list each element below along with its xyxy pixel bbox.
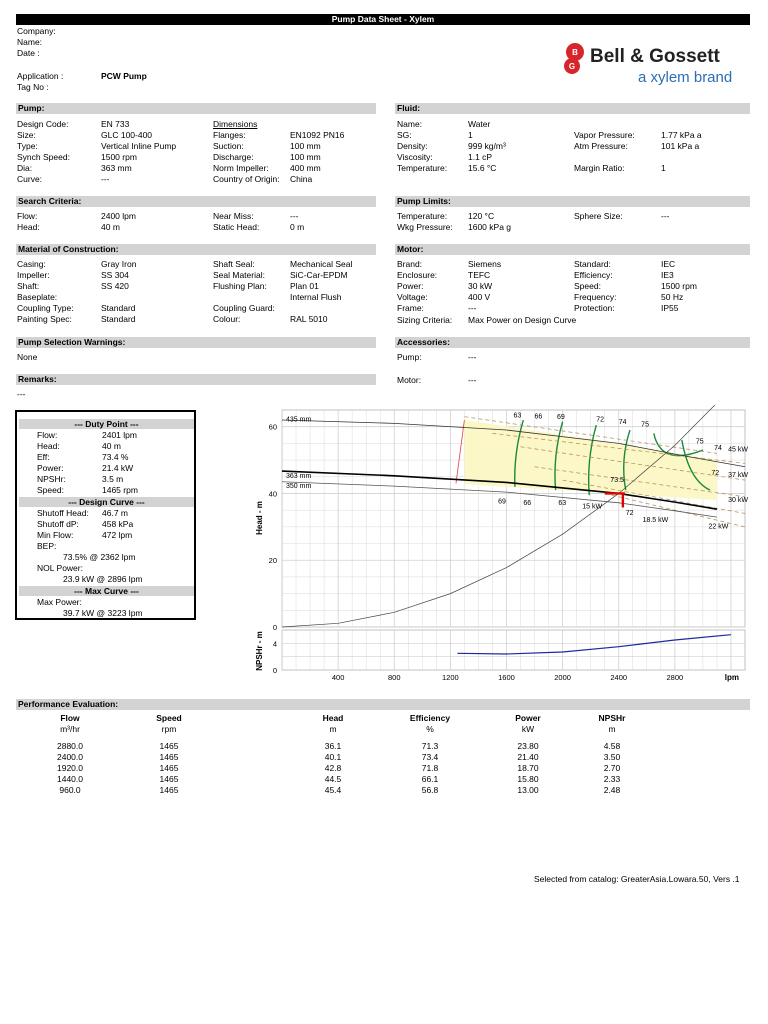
size-value: GLC 100-400 — [101, 130, 153, 140]
perf-cell: 15.80 — [517, 774, 539, 784]
perf-cell: 1465 — [159, 752, 179, 762]
impeller-label: 363 mm — [286, 473, 312, 481]
perf-cell: 960.0 — [59, 785, 81, 795]
perf-cell: 1440.0 — [57, 774, 83, 784]
perf-cell: 66.1 — [421, 774, 439, 784]
baseplate-label: Baseplate: — [17, 292, 58, 302]
max-power-value: 39.7 kW @ 3223 lpm — [63, 608, 143, 618]
company-label: Company: — [17, 26, 56, 36]
duty-flow-value: 2401 lpm — [102, 430, 137, 440]
suction-value: 100 mm — [290, 141, 321, 151]
shaft-value: SS 420 — [101, 281, 129, 291]
perf-cell: 2400.0 — [57, 752, 83, 762]
wkg-pressure-label: Wkg Pressure: — [397, 222, 453, 232]
perf-cell: 45.4 — [324, 785, 342, 795]
density-label: Density: — [397, 141, 428, 151]
search-head-label: Head: — [17, 222, 40, 232]
search-flow-value: 2400 lpm — [101, 211, 136, 221]
max-curve-heading: --- Max Curve --- — [19, 586, 194, 596]
near-miss-value: --- — [290, 211, 299, 221]
duty-speed-label: Speed: — [37, 485, 64, 495]
bg-logo-badge — [561, 42, 589, 76]
coupling-value: Standard — [101, 303, 136, 313]
x-tick-label: 800 — [387, 673, 401, 682]
acc-motor-value: --- — [468, 375, 477, 385]
acc-pump-label: Pump: — [397, 352, 422, 362]
efficiency-label: 63 — [513, 412, 522, 420]
power-label: 45 kW — [728, 446, 749, 454]
standard-label: Standard: — [574, 259, 611, 269]
size-label: Size: — [17, 130, 36, 140]
y2-tick-label: 4 — [272, 639, 277, 649]
section-warnings: Pump Selection Warnings: — [16, 337, 376, 348]
remarks-value: --- — [17, 389, 26, 399]
perf-cell: 2.70 — [603, 763, 621, 773]
perf-cell: 40.1 — [324, 752, 342, 762]
motor-brand-label: Brand: — [397, 259, 423, 269]
flanges-value: EN1092 PN16 — [290, 130, 345, 140]
y-tick-label: 20 — [268, 556, 277, 566]
discharge-value: 100 mm — [290, 152, 321, 162]
painting-label: Painting Spec: — [17, 314, 72, 324]
synch-label: Synch Speed: — [17, 152, 70, 162]
curve-label: Curve: — [17, 174, 43, 184]
perf-cell: 71.8 — [421, 763, 439, 773]
sg-label: SG: — [397, 130, 412, 140]
motor-eff-label: Efficiency: — [574, 270, 613, 280]
efficiency-label: 66 — [523, 500, 532, 508]
x-axis-label: lpm — [724, 673, 739, 682]
design-curve-heading: --- Design Curve --- — [19, 497, 194, 507]
enclosure-label: Enclosure: — [397, 270, 438, 280]
section-performance: Performance Evaluation: — [16, 699, 750, 710]
efficiency-label: 72 — [596, 416, 605, 424]
frequency-value: 50 Hz — [661, 292, 684, 302]
x-tick-label: 2400 — [610, 673, 628, 682]
power-label: 30 kW — [728, 496, 749, 504]
frequency-label: Frequency: — [574, 292, 617, 302]
perf-unit-1: rpm — [161, 724, 177, 734]
shaft-seal-label: Shaft Seal: — [213, 259, 255, 269]
motor-eff-value: IE3 — [661, 270, 674, 280]
seal-material-value: SiC-Car-EPDM — [290, 270, 348, 280]
casing-value: Gray Iron — [101, 259, 137, 269]
design-code-value: EN 733 — [101, 119, 130, 129]
protection-value: IP55 — [661, 303, 679, 313]
suction-label: Suction: — [213, 141, 244, 151]
norm-impeller-label: Norm Impeller: — [213, 163, 269, 173]
margin-label: Margin Ratio: — [574, 163, 625, 173]
acc-pump-value: --- — [468, 352, 477, 362]
perf-cell: 36.1 — [324, 741, 342, 751]
duty-flow-label: Flow: — [37, 430, 58, 440]
shaft-seal-value: Mechanical Seal — [290, 259, 353, 269]
perf-cell: 42.8 — [324, 763, 342, 773]
perf-cell: 1465 — [159, 763, 179, 773]
impeller-label: 435 mm — [286, 416, 312, 424]
frame-value: --- — [468, 303, 477, 313]
application-label: Application : — [17, 71, 64, 81]
efficiency-label: 74 — [714, 445, 722, 453]
vapor-label: Vapor Pressure: — [574, 130, 635, 140]
fluid-temp-label: Temperature: — [397, 163, 448, 173]
duty-head-label: Head: — [37, 441, 60, 451]
static-head-label: Static Head: — [213, 222, 260, 232]
curve-value: --- — [101, 174, 110, 184]
fluid-temp-value: 15.6 °C — [468, 163, 497, 173]
section-search: Search Criteria: — [16, 196, 376, 207]
flushing-value-2: Internal Flush — [290, 292, 342, 302]
synch-value: 1500 rpm — [101, 152, 137, 162]
x-tick-label: 1600 — [498, 673, 515, 682]
efficiency-label: 63 — [558, 500, 567, 508]
power-label: 37 kW — [728, 471, 749, 479]
duty-eff-value: 73.4 % — [102, 452, 129, 462]
efficiency-label: 73.5 — [610, 476, 624, 484]
nol-value: 23.9 kW @ 2896 lpm — [63, 574, 143, 584]
painting-value: Standard — [101, 314, 136, 324]
discharge-label: Discharge: — [213, 152, 254, 162]
seal-material-label: Seal Material: — [213, 270, 265, 280]
perf-unit-5: m — [608, 724, 616, 734]
origin-value: China — [290, 174, 313, 184]
perf-unit-4: kW — [521, 724, 535, 734]
y-tick-label: 0 — [272, 623, 277, 632]
sheet-title: Pump Data Sheet - Xylem — [16, 14, 750, 25]
protection-label: Protection: — [574, 303, 615, 313]
perf-unit-2: m — [329, 724, 337, 734]
shaft-label: Shaft: — [17, 281, 40, 291]
motor-speed-value: 1500 rpm — [661, 281, 697, 291]
motor-brand-value: Siemens — [468, 259, 502, 269]
max-power-label: Max Power: — [37, 597, 82, 607]
min-flow-value: 472 lpm — [102, 530, 133, 540]
y2-tick-label: 0 — [272, 666, 277, 675]
origin-label: Country of Origin: — [213, 174, 280, 184]
dia-value: 363 mm — [101, 163, 132, 173]
x-tick-label: 1200 — [442, 673, 459, 682]
perf-cell: 73.4 — [421, 752, 439, 762]
perf-cell: 1465 — [159, 785, 179, 795]
perf-cell: 2.33 — [603, 774, 621, 784]
search-flow-label: Flow: — [17, 211, 38, 221]
sizing-value: Max Power on Design Curve — [468, 315, 577, 325]
perf-cell: 1465 — [159, 774, 179, 784]
brand-sub: a xylem brand — [638, 69, 733, 86]
enclosure-value: TEFC — [468, 270, 491, 280]
efficiency-label: 75 — [641, 421, 649, 429]
section-material: Material of Construction: — [16, 244, 376, 255]
type-label: Type: — [17, 141, 38, 151]
duty-speed-value: 1465 rpm — [102, 485, 138, 495]
flushing-value: Plan 01 — [290, 281, 319, 291]
voltage-value: 400 V — [468, 292, 491, 302]
name-label: Name: — [17, 37, 43, 47]
search-head-value: 40 m — [101, 222, 120, 232]
voltage-label: Voltage: — [397, 292, 428, 302]
min-flow-label: Min Flow: — [37, 530, 74, 540]
wkg-pressure-value: 1600 kPa g — [468, 222, 512, 232]
perf-cell: 3.50 — [603, 752, 621, 762]
sphere-value: --- — [661, 211, 670, 221]
npsh-plot-area — [282, 630, 745, 670]
efficiency-label: 72 — [711, 470, 720, 478]
duty-eff-label: Eff: — [37, 452, 50, 462]
viscosity-label: Viscosity: — [397, 152, 433, 162]
section-remarks: Remarks: — [16, 374, 376, 385]
limit-temp-label: Temperature: — [397, 211, 448, 221]
static-head-value: 0 m — [290, 222, 305, 232]
efficiency-label: 75 — [695, 438, 704, 446]
duty-power-label: Power: — [37, 463, 64, 473]
density-value: 999 kg/m³ — [468, 141, 506, 151]
efficiency-label: 66 — [534, 413, 543, 421]
sizing-label: Sizing Criteria: — [397, 315, 453, 325]
power-label: 18.5 kW — [642, 516, 669, 524]
flushing-label: Flushing Plan: — [213, 281, 267, 291]
perf-header-3: Efficiency — [409, 713, 451, 723]
perf-cell: 4.58 — [603, 741, 621, 751]
y-tick-label: 60 — [268, 422, 277, 432]
viscosity-value: 1.1 cP — [468, 152, 493, 162]
margin-value: 1 — [661, 163, 666, 173]
date-label: Date : — [17, 48, 40, 58]
perf-cell: 21.40 — [517, 752, 539, 762]
perf-cell: 2.48 — [603, 785, 621, 795]
application-value: PCW Pump — [101, 71, 147, 81]
motor-power-value: 30 kW — [468, 281, 493, 291]
perf-header-4: Power — [515, 713, 541, 723]
duty-power-value: 21.4 kW — [102, 463, 134, 473]
atm-label: Atm Pressure: — [574, 141, 628, 151]
motor-power-label: Power: — [397, 281, 424, 291]
y-axis-label: Head - m — [255, 501, 264, 535]
duty-npshr-label: NPSHr: — [37, 474, 66, 484]
x-tick-label: 2800 — [666, 673, 684, 682]
power-label: 15 kW — [582, 503, 603, 511]
dimensions-heading: Dimensions — [213, 119, 258, 129]
svg-text:B: B — [572, 48, 578, 57]
duty-head-value: 40 m — [102, 441, 121, 451]
acc-motor-label: Motor: — [397, 375, 422, 385]
flanges-label: Flanges: — [213, 130, 246, 140]
vapor-value: 1.77 kPa a — [661, 130, 702, 140]
standard-value: IEC — [661, 259, 676, 269]
section-limits: Pump Limits: — [395, 196, 750, 207]
y2-axis-label: NPSHr - m — [255, 631, 264, 671]
fluid-name-label: Name: — [397, 119, 423, 129]
power-label: 22 kW — [708, 523, 729, 531]
y-tick-label: 40 — [268, 489, 277, 499]
frame-label: Frame: — [397, 303, 424, 313]
nol-label: NOL Power: — [37, 563, 83, 573]
duty-point-heading: --- Duty Point --- — [19, 419, 194, 429]
catalog-footer: Selected from catalog: GreaterAsia.Lowara.50, Vers .1 — [534, 874, 740, 884]
colour-label: Colour: — [213, 314, 241, 324]
shutoff-head-value: 46.7 m — [102, 508, 128, 518]
perf-unit-0: m³/hr — [60, 724, 80, 734]
section-accessories: Accessories: — [395, 337, 750, 348]
motor-speed-label: Speed: — [574, 281, 601, 291]
dia-label: Dia: — [17, 163, 33, 173]
near-miss-label: Near Miss: — [213, 211, 254, 221]
tag-label: Tag No : — [17, 82, 49, 92]
casing-label: Casing: — [17, 259, 46, 269]
x-tick-label: 400 — [331, 673, 345, 682]
perf-cell: 44.5 — [324, 774, 342, 784]
limit-temp-value: 120 °C — [468, 211, 495, 221]
fluid-name-value: Water — [468, 119, 491, 129]
shutoff-head-label: Shutoff Head: — [37, 508, 89, 518]
perf-cell: 2880.0 — [57, 741, 83, 751]
impeller-label: 350 mm — [286, 483, 312, 491]
sphere-label: Sphere Size: — [574, 211, 623, 221]
efficiency-label: 74 — [618, 419, 627, 427]
shutoff-dp-label: Shutoff dP: — [37, 519, 79, 529]
perf-cell: 23.80 — [517, 741, 539, 751]
brand-name: Bell & Gossett — [590, 46, 720, 67]
efficiency-label: 69 — [498, 498, 506, 506]
bep-label: BEP: — [37, 541, 57, 551]
sg-value: 1 — [468, 130, 473, 140]
perf-cell: 1465 — [159, 741, 179, 751]
design-code-label: Design Code: — [17, 119, 69, 129]
perf-header-0: Flow — [60, 713, 80, 723]
perf-unit-3: % — [426, 724, 434, 734]
coupling-label: Coupling Type: — [17, 303, 74, 313]
type-value: Vertical Inline Pump — [101, 141, 177, 151]
efficiency-label: 69 — [556, 414, 565, 422]
perf-cell: 13.00 — [517, 785, 539, 795]
colour-value: RAL 5010 — [290, 314, 328, 324]
perf-cell: 18.70 — [517, 763, 539, 773]
x-tick-label: 2000 — [554, 673, 571, 682]
perf-cell: 71.3 — [421, 741, 439, 751]
norm-impeller-value: 400 mm — [290, 163, 321, 173]
atm-value: 101 kPa a — [661, 141, 700, 151]
perf-cell: 56.8 — [421, 785, 439, 795]
section-fluid: Fluid: — [395, 103, 750, 114]
perf-header-1: Speed — [156, 713, 182, 723]
perf-cell: 1920.0 — [57, 763, 83, 773]
impeller-value: SS 304 — [101, 270, 129, 280]
warnings-value: None — [17, 352, 38, 362]
duty-point-box — [15, 410, 196, 620]
perf-header-5: NPSHr — [598, 713, 626, 723]
shutoff-dp-value: 458 kPa — [102, 519, 134, 529]
bep-value: 73.5% @ 2362 lpm — [63, 552, 136, 562]
perf-header-2: Head — [322, 713, 344, 723]
duty-npshr-value: 3.5 m — [102, 474, 124, 484]
pump-curve-chart — [250, 405, 755, 685]
efficiency-label: 72 — [625, 510, 634, 518]
impeller-label: Impeller: — [17, 270, 50, 280]
coupling-guard-label: Coupling Guard: — [213, 303, 275, 313]
section-motor: Motor: — [395, 244, 750, 255]
svg-text:G: G — [568, 62, 576, 71]
section-pump: Pump: — [16, 103, 376, 114]
